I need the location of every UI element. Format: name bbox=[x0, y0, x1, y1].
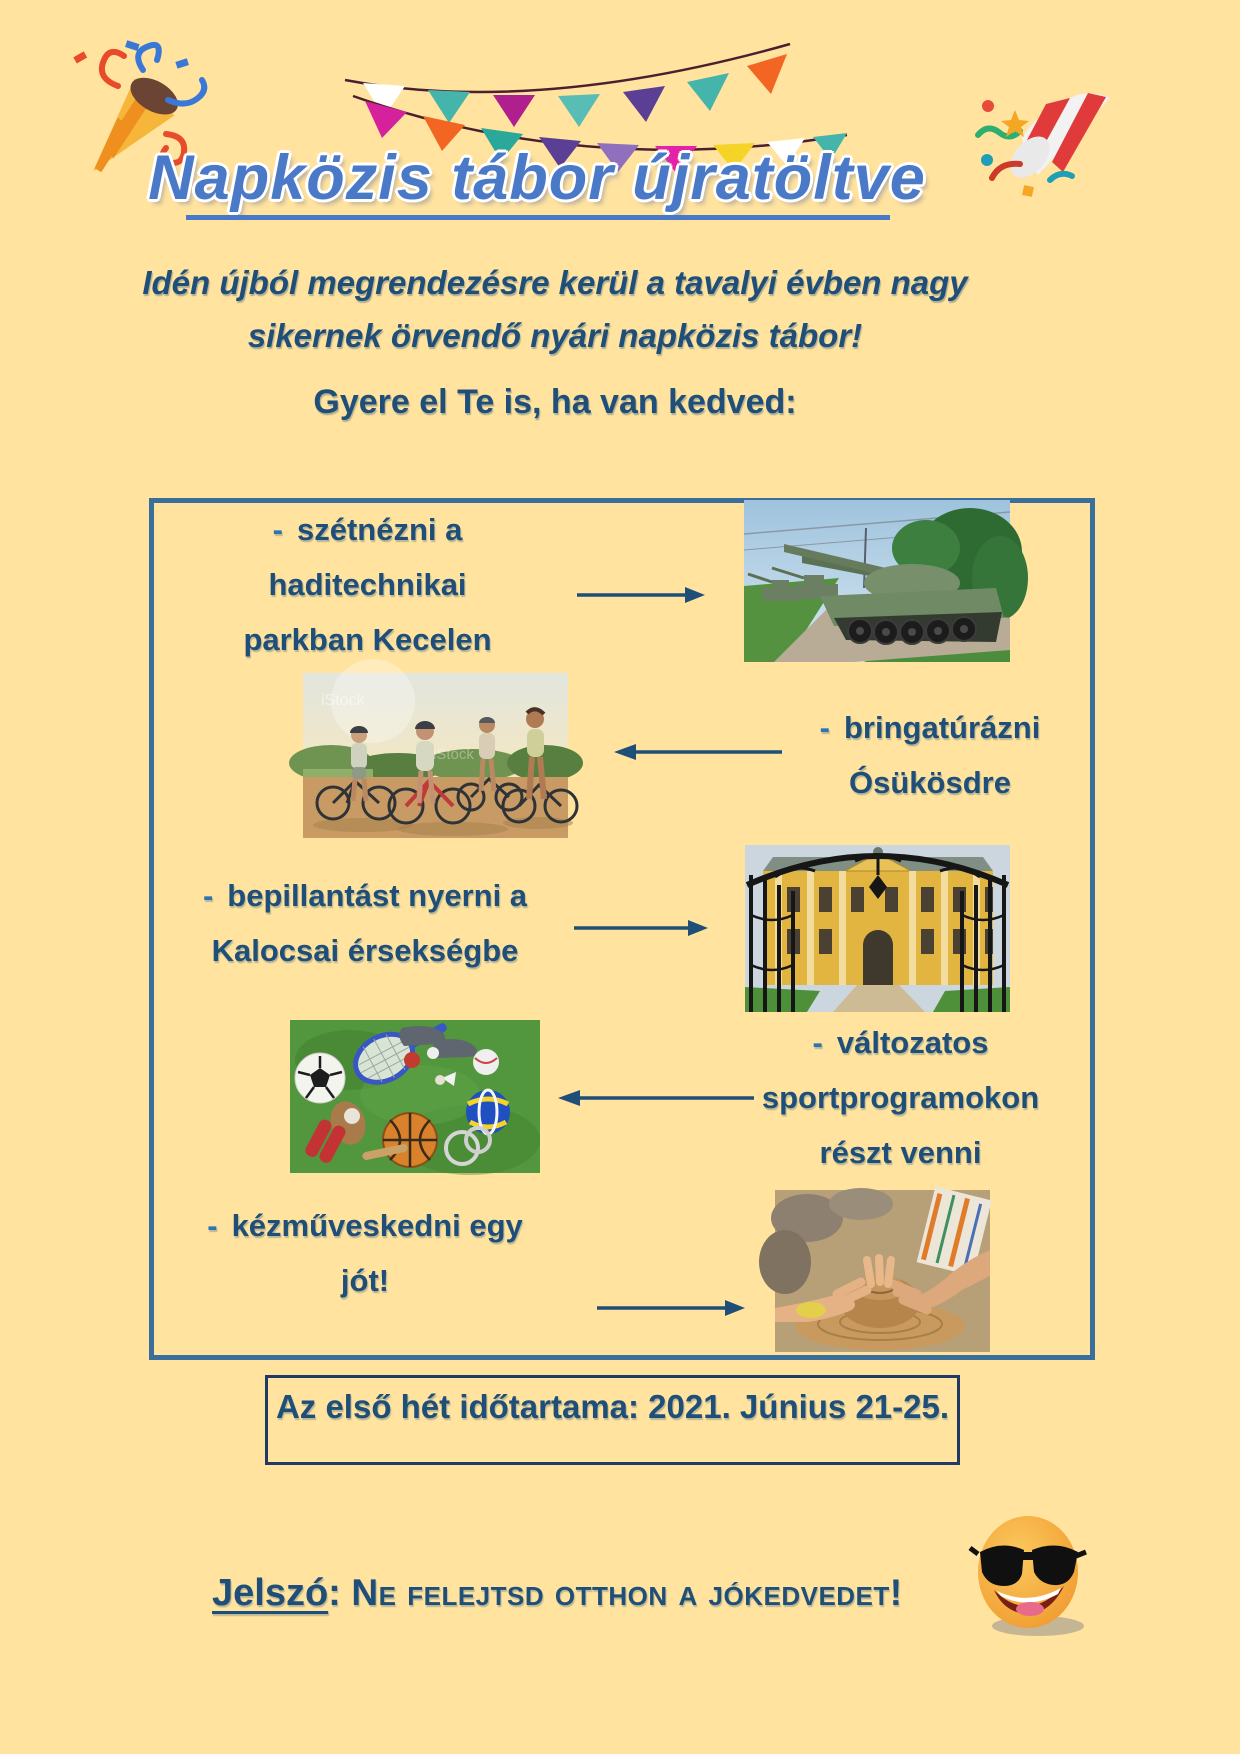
activity-line: Kalocsai érsekségbe bbox=[211, 933, 519, 968]
password-label: Jelszó bbox=[212, 1572, 329, 1614]
activity-item-3 bbox=[165, 868, 565, 978]
activity-line: részt venni bbox=[819, 1135, 982, 1170]
title-underline bbox=[186, 215, 890, 220]
activity-line-text: változatos bbox=[836, 1025, 989, 1060]
arrow-right-icon bbox=[595, 1298, 747, 1318]
stock-watermark: iStock bbox=[433, 746, 474, 763]
bullet-dash: - bbox=[207, 1208, 218, 1243]
activity-line: parkban Kecelen bbox=[243, 622, 492, 657]
password-message: Ne felejtsd otthon a jókedvedet! bbox=[351, 1572, 903, 1613]
pottery-photo bbox=[775, 1190, 990, 1352]
activity-line bbox=[780, 700, 1080, 755]
sports-equipment-photo bbox=[290, 1020, 540, 1173]
tanks-photo bbox=[744, 500, 1010, 662]
activity-item-1 bbox=[195, 502, 540, 667]
bullet-dash: - bbox=[819, 710, 830, 745]
activity-line bbox=[180, 1198, 550, 1253]
activity-line: Ósükösdre bbox=[849, 765, 1011, 800]
activity-line: jót! bbox=[340, 1263, 390, 1298]
sunglasses-smiley-emoji bbox=[966, 1512, 1098, 1640]
arrow-right-icon bbox=[575, 585, 707, 605]
date-text: Az első hét időtartama: 2021. Június 21-25. bbox=[275, 1388, 950, 1425]
page-title: Napközis tábor újratöltve bbox=[148, 143, 926, 213]
party-popper-icon bbox=[960, 80, 1130, 210]
password-separator: : bbox=[328, 1572, 352, 1614]
intro-line-2: sikernek örvendő nyári napközis tábor! bbox=[247, 317, 863, 354]
palace-photo bbox=[745, 845, 1010, 1012]
intro-line-1: Idén újból megrendezésre kerül a tavalyi évben nagy bbox=[142, 264, 968, 301]
activity-line-text: bepillantást nyerni a bbox=[227, 878, 528, 913]
activity-item-4 bbox=[738, 1015, 1063, 1180]
activity-line bbox=[165, 868, 565, 923]
arrow-left-icon bbox=[556, 1088, 756, 1108]
activity-line-text: kézműveskedni egy bbox=[231, 1208, 523, 1243]
activity-item-2 bbox=[780, 700, 1080, 810]
activity-line-text: bringatúrázni bbox=[843, 710, 1041, 745]
cycling-photo bbox=[303, 673, 568, 838]
activity-line bbox=[195, 502, 540, 557]
activity-line-text: szétnézni a bbox=[296, 512, 463, 547]
activity-line: sportprogramokon bbox=[761, 1080, 1040, 1115]
activity-item-5 bbox=[180, 1198, 550, 1308]
activity-line: haditechnikai bbox=[268, 567, 467, 602]
arrow-left-icon bbox=[612, 742, 784, 762]
bullet-dash: - bbox=[812, 1025, 823, 1060]
intro-text bbox=[100, 256, 1010, 362]
arrow-right-icon bbox=[572, 918, 710, 938]
stock-watermark: iStock bbox=[321, 692, 365, 709]
cta-text: Gyere el Te is, ha van kedved: bbox=[313, 383, 797, 421]
password-line bbox=[212, 1572, 1012, 1615]
bunting-flags bbox=[335, 38, 855, 153]
bullet-dash: - bbox=[272, 512, 283, 547]
bullet-dash: - bbox=[202, 878, 214, 913]
activity-line bbox=[738, 1015, 1063, 1070]
